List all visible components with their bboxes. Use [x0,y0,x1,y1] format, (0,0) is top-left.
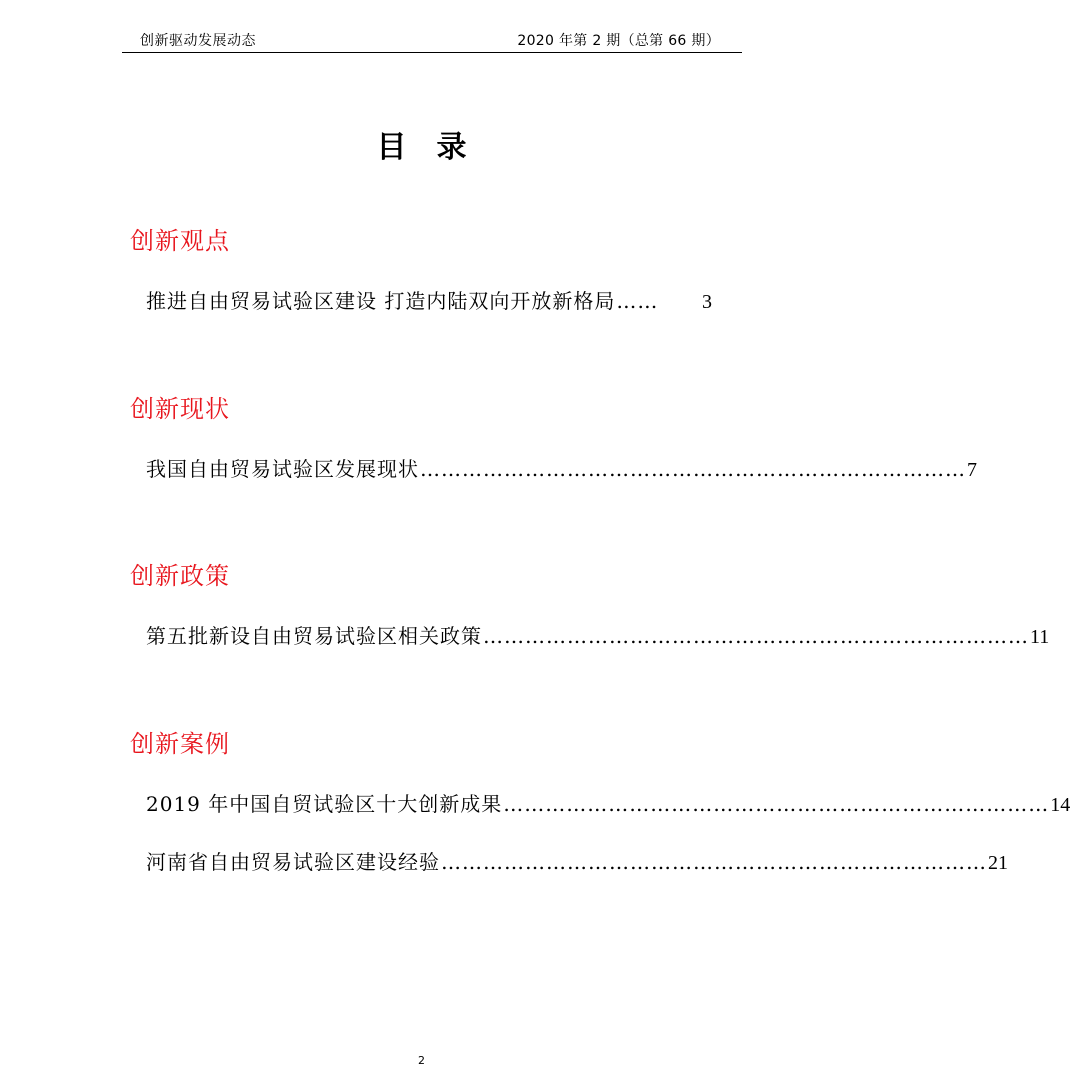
toc-entry-leader: …………………………………………………………………… [483,624,1029,648]
issue-info: 2020 年第 2 期（总第 66 期） [517,33,720,49]
toc-entry[interactable] [146,453,977,482]
page-number: 2 [418,1054,425,1067]
page-header [122,26,742,53]
section-heading-cases: 创新案例 [130,730,230,758]
toc-entry-title: 2019 年中国自贸试验区十大创新成果 [146,792,503,816]
section-heading-status: 创新现状 [130,395,230,423]
toc-title: 目录 [376,130,497,165]
section-heading-policy: 创新政策 [130,562,230,590]
toc-entry-title: 我国自由贸易试验区发展现状 [146,457,419,481]
toc-entry-leader: …… [616,289,659,313]
toc-entry[interactable] [146,620,1050,649]
toc-entry-title: 河南省自由贸易试验区建设经验 [146,850,440,874]
section-heading-viewpoint: 创新观点 [130,227,230,255]
toc-entry-page: 3 [702,291,712,313]
toc-entry-leader: …………………………………………………………………… [420,457,966,481]
toc-entry-leader: …………………………………………………………………… [441,850,987,874]
publication-name: 创新驱动发展动态 [140,33,256,49]
toc-entry-page: 7 [967,459,977,481]
toc-entry[interactable] [146,788,1070,817]
toc-entry-leader: …………………………………………………………………… [503,792,1050,816]
toc-entry-page: 11 [1030,626,1050,648]
toc-entry-title: 推进自由贸易试验区建设 打造内陆双向开放新格局 [146,289,616,313]
toc-entry[interactable] [146,846,1008,875]
toc-entry-page: 21 [988,852,1008,874]
toc-entry-page: 14 [1050,794,1070,816]
toc-entry-title: 第五批新设自由贸易试验区相关政策 [146,624,482,648]
toc-entry[interactable] [146,285,712,314]
